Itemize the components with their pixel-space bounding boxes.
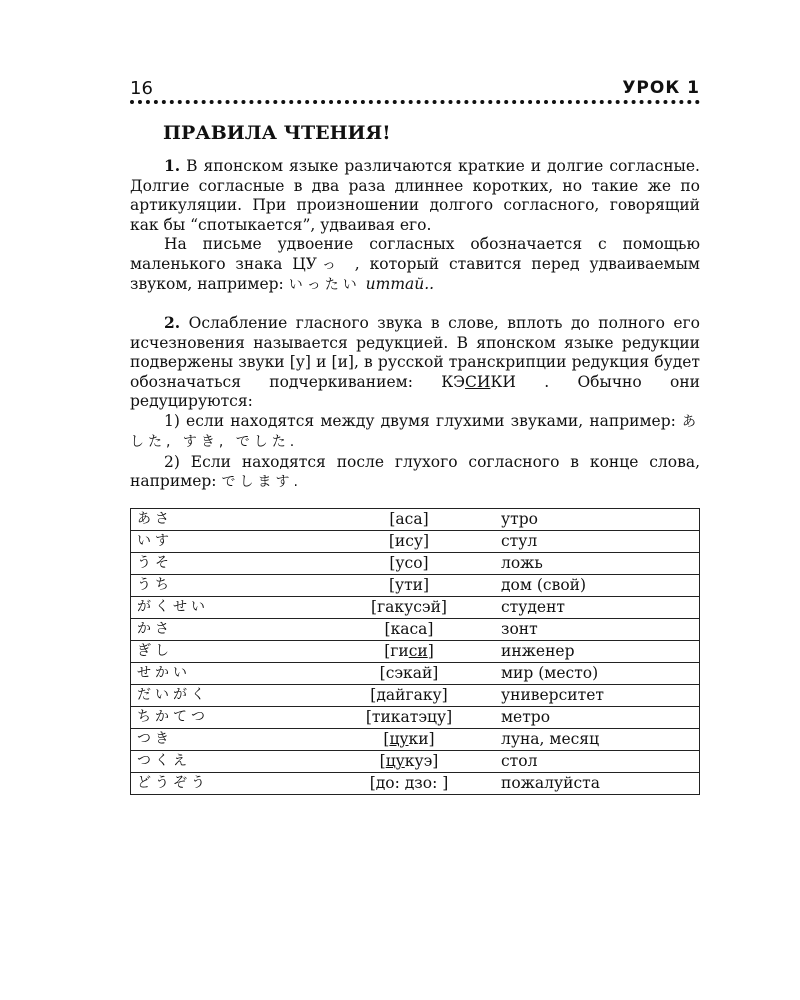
- meaning-cell: утро: [485, 509, 700, 531]
- table-row: [131, 553, 700, 575]
- meaning-cell: луна, месяц: [485, 729, 700, 751]
- rule-2-item-1-text: 1) если находятся между двумя глухими звуками, например:: [164, 411, 676, 430]
- meaning-cell: дом (свой): [485, 575, 700, 597]
- rule-2-item-1-kana: あした, すき, でした.: [130, 413, 700, 450]
- transcription-cell: [каса]: [333, 619, 485, 641]
- meaning-cell: зонт: [485, 619, 700, 641]
- transcription-cell: [цукуэ]: [333, 751, 485, 773]
- section-title: ПРАВИЛА ЧТЕНИЯ!: [163, 122, 391, 144]
- transcription-cell: [гакусэй]: [333, 597, 485, 619]
- rule-2-item-1: [130, 412, 700, 453]
- transcription-cell: [дайгаку]: [333, 685, 485, 707]
- rule-1-text-2a: На письме удвоение согласных обозначается с помощью маленького знака ЦУ: [130, 235, 700, 273]
- kana-cell: あさ: [131, 509, 334, 531]
- rule-2-number: 2.: [164, 313, 181, 332]
- rule-2-item-2-text: 2) Если находятся после глухого согласного в конце слова, например:: [130, 452, 700, 490]
- transcription-cell: [ути]: [333, 575, 485, 597]
- lesson-title: УРОК 1: [622, 78, 700, 98]
- rule-1-text-2b: , который ставится перед удваиваемым звуком, например:: [130, 254, 700, 293]
- page-header: [130, 78, 700, 104]
- kana-cell: だいがく: [131, 685, 334, 707]
- reading-rule-2: [130, 313, 700, 493]
- example-romanization: иттай..: [365, 275, 435, 293]
- transcription-cell: [гиси]: [333, 641, 485, 663]
- meaning-cell: пожалуйста: [485, 773, 700, 795]
- rule-1-paragraph-1: [130, 156, 700, 235]
- rule-1-text: В японском языке различаются краткие и долгие согласные. Долгие согласные в два раза длиннее коротких, но такие же по артикуляции. При произношении долгого согласного, говорящий как бы “спотыкается”, удваивая его.: [130, 157, 700, 234]
- meaning-cell: стол: [485, 751, 700, 773]
- kana-cell: いす: [131, 531, 334, 553]
- kana-cell: がくせい: [131, 597, 334, 619]
- kana-cell: どうぞう: [131, 773, 334, 795]
- rule-1-number: 1.: [164, 156, 181, 175]
- table-row: [131, 707, 700, 729]
- rule-2-text-b: КИ . Обычно они редуцируются:: [130, 372, 700, 410]
- rule-2-item-2-kana: でします.: [221, 474, 302, 490]
- transcription-cell: [ису]: [333, 531, 485, 553]
- rule-2-item-2: [130, 453, 700, 493]
- table-row: [131, 575, 700, 597]
- meaning-cell: университет: [485, 685, 700, 707]
- tsu-sign: っ: [316, 256, 345, 273]
- kana-cell: かさ: [131, 619, 334, 641]
- kana-cell: せかい: [131, 663, 334, 685]
- reading-rule-1: [130, 156, 700, 296]
- rule-2-paragraph-1: [130, 313, 700, 412]
- table-row: [131, 663, 700, 685]
- transcription-cell: [усо]: [333, 553, 485, 575]
- meaning-cell: мир (место): [485, 663, 700, 685]
- table-row: [131, 619, 700, 641]
- rule-2-text-a: Ослабление гласного звука в слове, вплоть до полного его исчезновения называется редукцией. В японском языке редукции подвержены звуки [у] и [и], в русской транскрипции редукция будет обозначаться подчеркиванием: КЭ: [130, 314, 700, 391]
- meaning-cell: студент: [485, 597, 700, 619]
- kana-cell: うち: [131, 575, 334, 597]
- page-number: 16: [130, 78, 153, 99]
- kana-cell: つき: [131, 729, 334, 751]
- meaning-cell: инженер: [485, 641, 700, 663]
- transcription-cell: [цуки]: [333, 729, 485, 751]
- meaning-cell: ложь: [485, 553, 700, 575]
- table-row: [131, 531, 700, 553]
- kana-cell: ぎし: [131, 641, 334, 663]
- meaning-cell: стул: [485, 531, 700, 553]
- table-row: [131, 773, 700, 795]
- table-row: [131, 597, 700, 619]
- kana-cell: ちかてつ: [131, 707, 334, 729]
- kana-cell: うそ: [131, 553, 334, 575]
- transcription-cell: [до: дзо: ]: [333, 773, 485, 795]
- example-kana: いったい: [288, 277, 361, 293]
- rule-2-underlined: СИ: [465, 372, 491, 391]
- table-row: [131, 641, 700, 663]
- vocabulary-table: [130, 508, 700, 795]
- transcription-cell: [аса]: [333, 509, 485, 531]
- table-row: [131, 751, 700, 773]
- transcription-cell: [тикатэцу]: [333, 707, 485, 729]
- table-row: [131, 685, 700, 707]
- meaning-cell: метро: [485, 707, 700, 729]
- transcription-cell: [сэкай]: [333, 663, 485, 685]
- table-row: [131, 509, 700, 531]
- rule-1-paragraph-2: [130, 235, 700, 296]
- kana-cell: つくえ: [131, 751, 334, 773]
- table-row: [131, 729, 700, 751]
